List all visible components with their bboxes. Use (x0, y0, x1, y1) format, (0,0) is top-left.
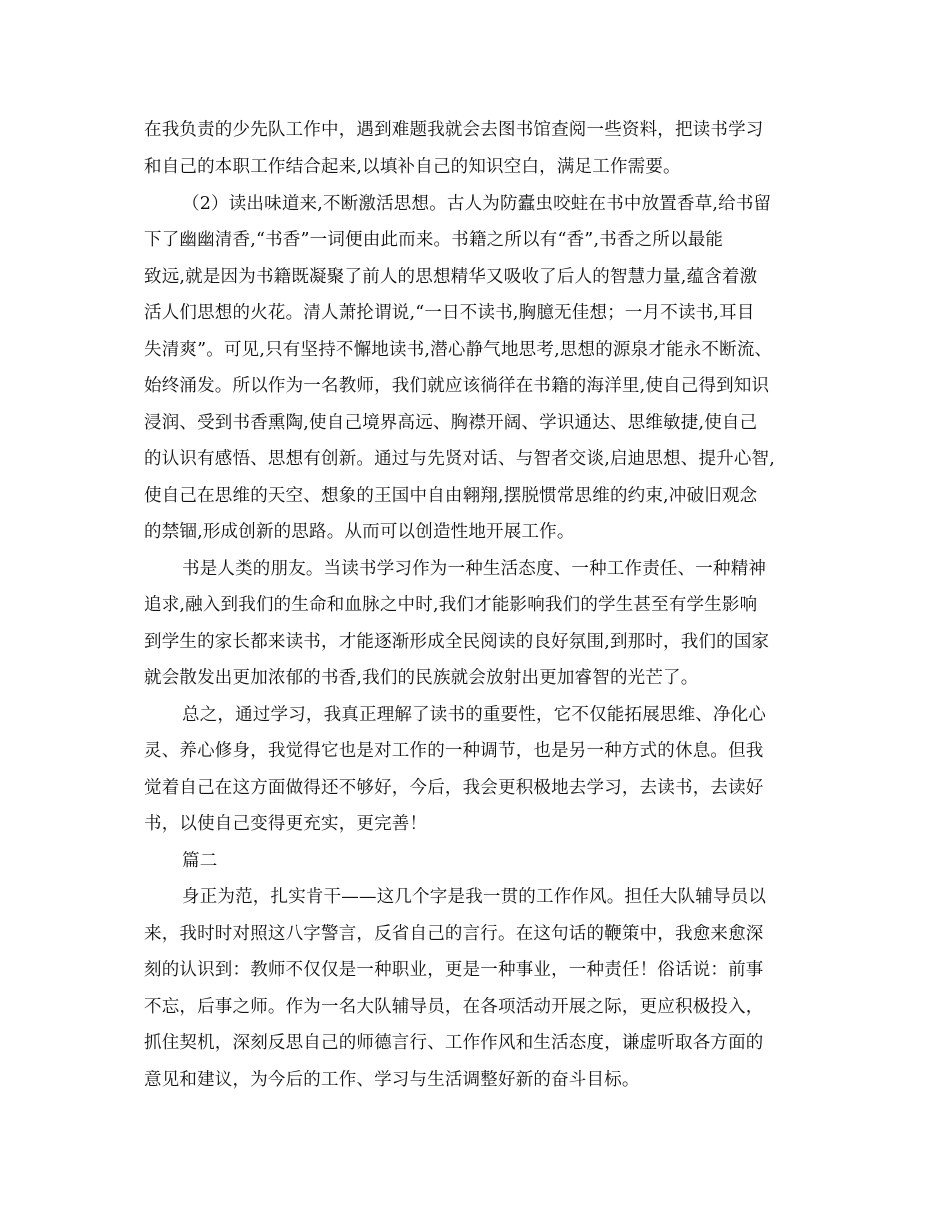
text-line: 在我负责的少先队工作中，遇到难题我就会去图书馆查阅一些资料，把读书学习 (144, 120, 764, 140)
text-line: 觉着自己在这方面做得还不够好，今后，我会更积极地去学习，去读书，去读好 (144, 778, 764, 798)
text-line: 不忘，后事之师。作为一名大队辅导员，在各项活动开展之际，更应积极投入， (144, 997, 764, 1017)
text-line: 灵、养心修身，我觉得它也是对工作的一种调节，也是另一种方式的休息。但我 (144, 741, 764, 761)
text-line: 总之，通过学习，我真正理解了读书的重要性，它不仅能拓展思维、净化心 (182, 705, 767, 725)
text-line: 失清爽”。可见,只有坚持不懈地读书,潜心静气地思考,思想的源泉才能永不断流、 (144, 340, 773, 360)
text-line: 到学生的家长都来读书，才能逐渐形成全民阅读的良好氛围,到那时，我们的国家 (144, 632, 770, 652)
text-line: 的禁锢,形成创新的思路。从而可以创造性地开展工作。 (144, 522, 575, 542)
text-line: 刻的认识到：教师不仅仅是一种职业，更是一种事业，一种责任！俗话说：前事 (144, 960, 764, 980)
text-line: 书，以使自己变得更充实，更完善！ (144, 814, 428, 834)
text-line: 身正为范，扎实肯干——这几个字是我一贯的工作作风。担任大队辅导员以 (182, 887, 767, 907)
text-line: 来，我时时对照这八字警言，反省自己的言行。在这句话的鞭策中，我愈来愈深 (144, 924, 764, 944)
text-line: 就会散发出更加浓郁的书香,我们的民族就会放射出更加睿智的光芒了。 (144, 668, 699, 688)
section-heading: 篇二 (182, 851, 218, 871)
text-line: 浸润、受到书香熏陶,使自己境界高远、胸襟开阔、学识通达、思维敏捷,使自己 (144, 413, 758, 433)
text-line: 意见和建议，为今后的工作、学习与生活调整好新的奋斗目标。 (144, 1070, 640, 1090)
text-line: 书是人类的朋友。当读书学习作为一种生活态度、一种工作责任、一种精神 (182, 559, 767, 579)
text-line: 活人们思想的火花。清人萧抡谓说,“一日不读书,胸臆无佳想；一月不读书,耳目 (144, 303, 755, 323)
text-line: 使自己在思维的天空、想象的王国中自由翱翔,摆脱惯常思维的约束,冲破旧观念 (144, 486, 758, 506)
text-line: 始终涌发。所以作为一名教师，我们就应该徜徉在书籍的海洋里,使自己得到知识 (144, 376, 770, 396)
text-line: 下了幽幽清香,“书香”一词便由此而来。书籍之所以有“香”,书香之所以最能 (144, 230, 724, 250)
text-line: 追求,融入到我们的生命和血脉之中时,我们才能影响我们的学生甚至有学生影响 (144, 595, 758, 615)
text-line: 抓住契机，深刻反思自己的师德言行、工作作风和生活态度，谦虚听取各方面的 (144, 1033, 764, 1053)
text-line: （2）读出味道来,不断激活思想。古人为防蠹虫咬蛀在书中放置香草,给书留 (182, 194, 772, 214)
text-line: 和自己的本职工作结合起来,以填补自己的知识空白，满足工作需要。 (144, 157, 681, 177)
text-line: 的认识有感悟、思想有创新。通过与先贤对话、与智者交谈,启迪思想、提升心智, (144, 449, 776, 469)
text-line: 致远,就是因为书籍既凝聚了前人的思想精华又吸收了后人的智慧力量,蕴含着激 (144, 267, 758, 287)
